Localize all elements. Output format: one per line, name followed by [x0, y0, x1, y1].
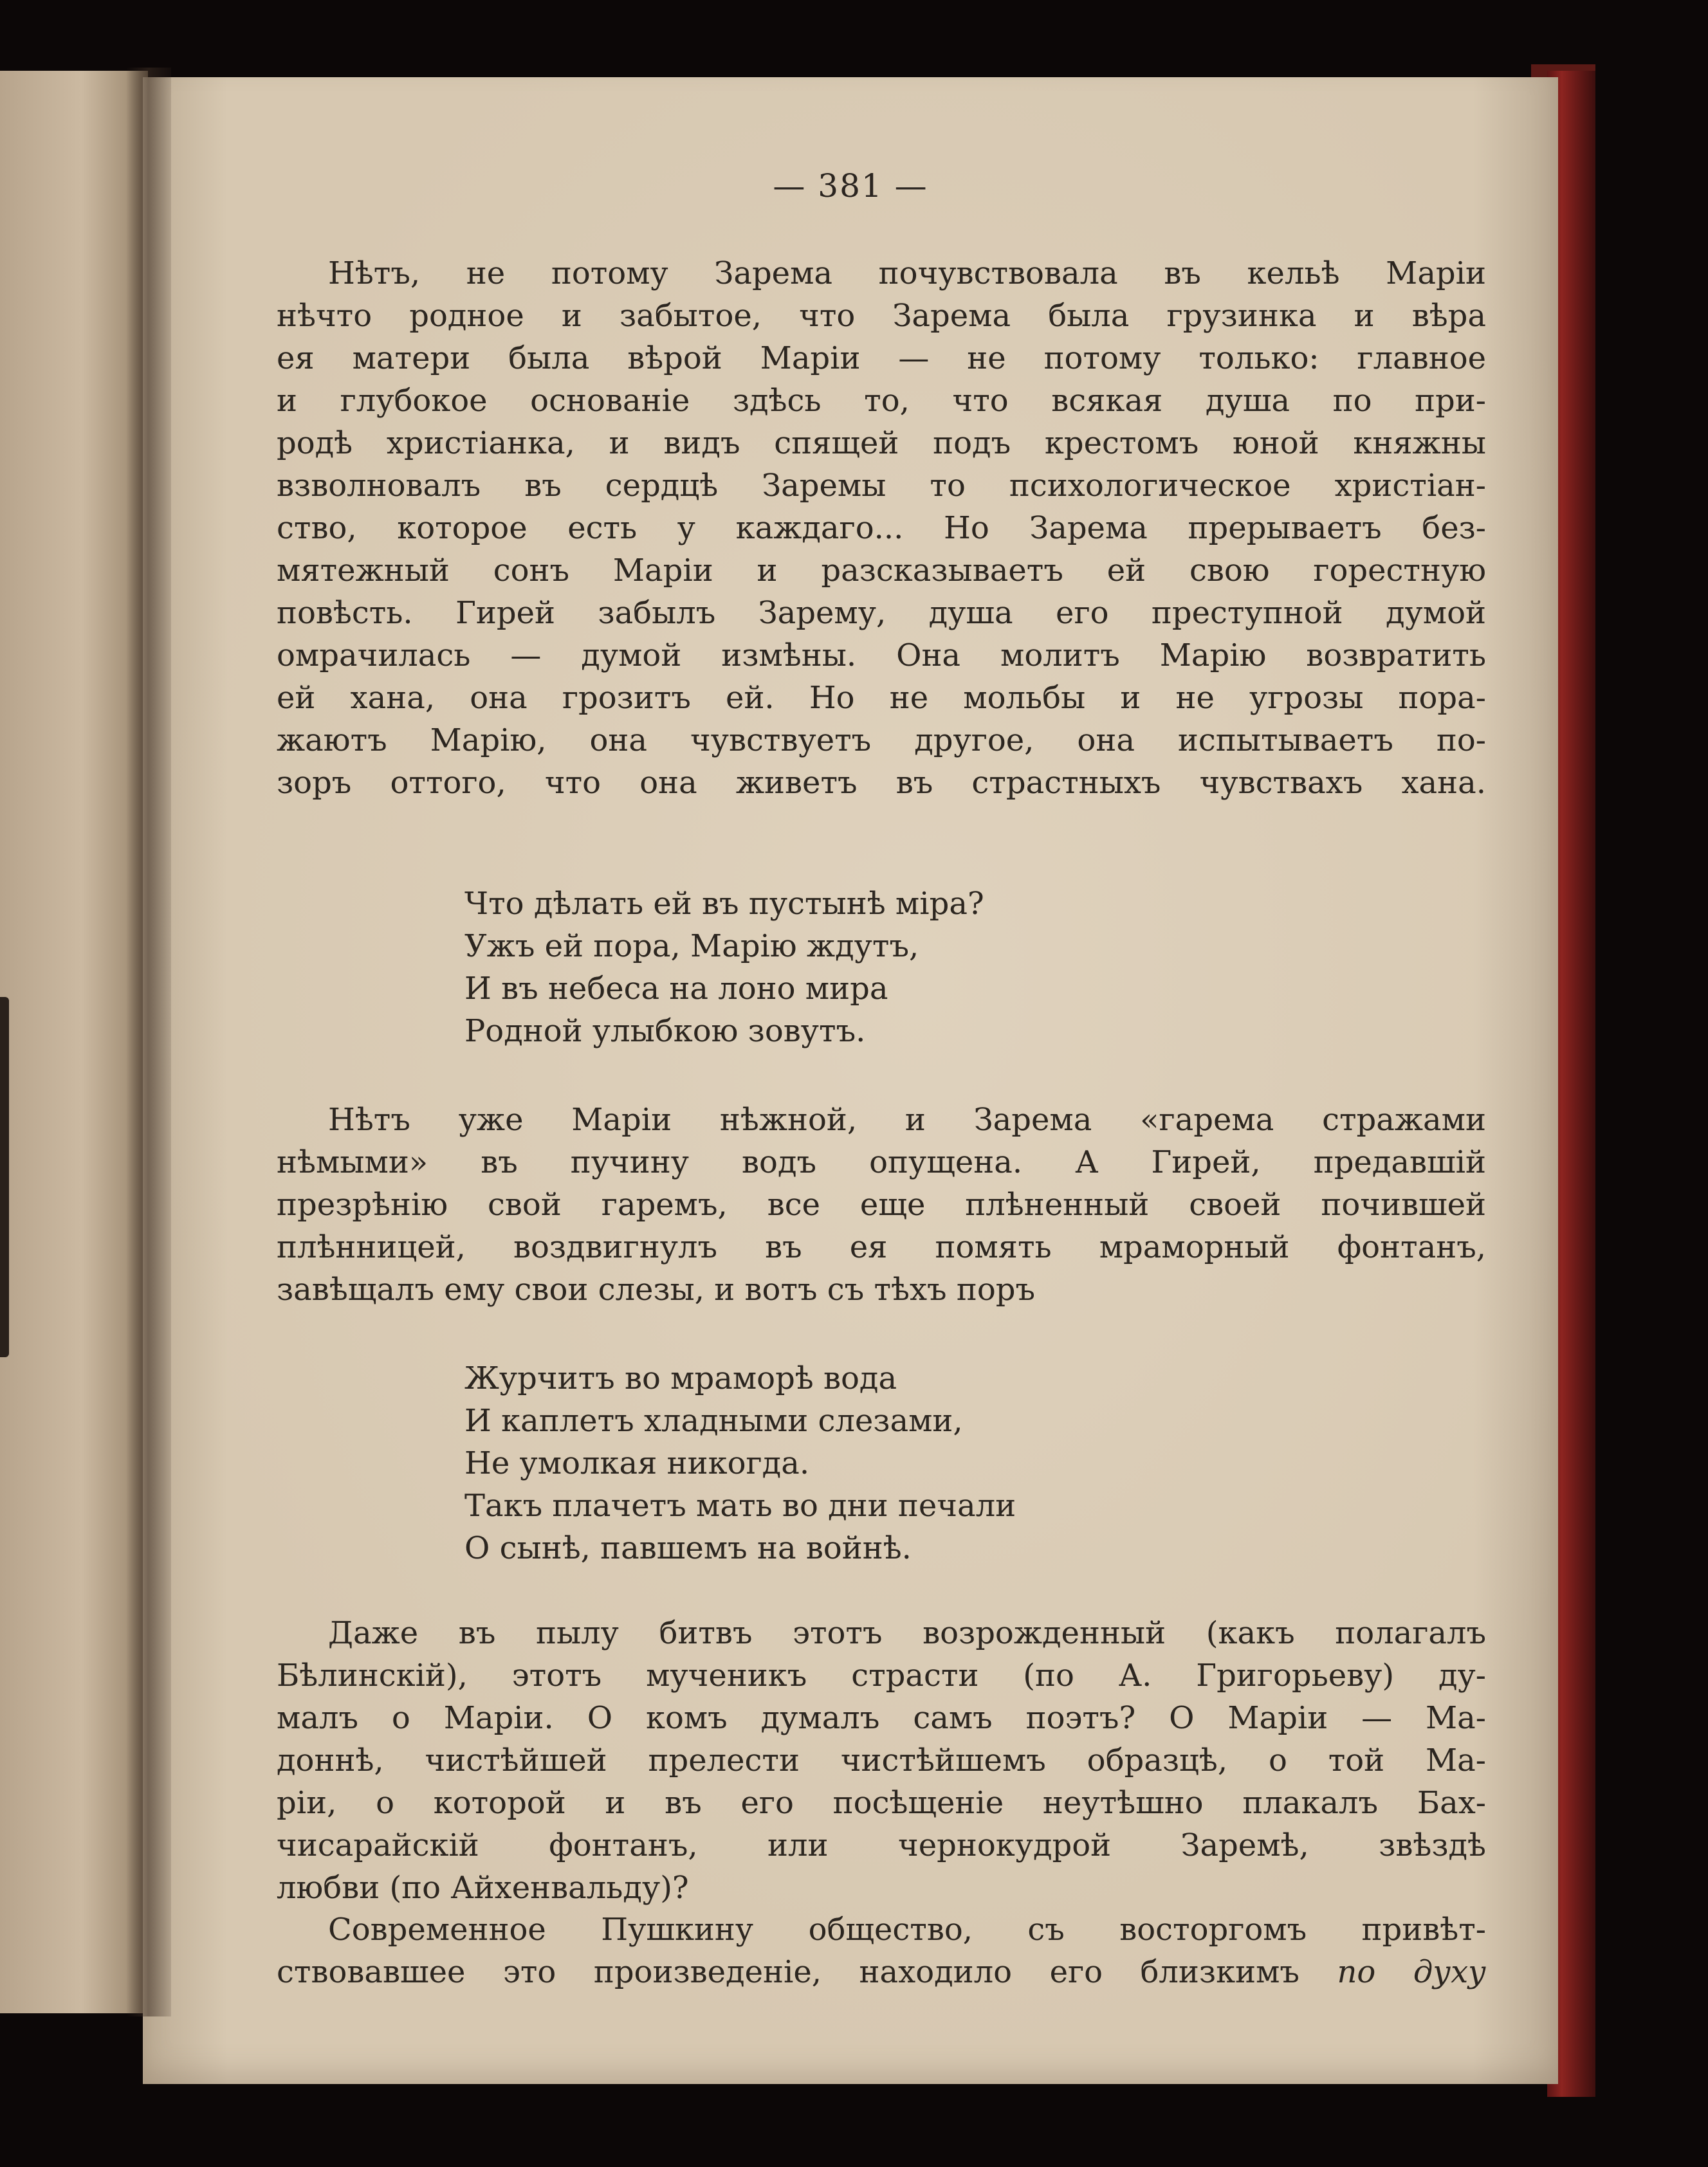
text-line: Современное Пушкину общество, съ восторгомъ привѣт- — [328, 1912, 1486, 1948]
verse-line: Родной улыбкою зовутъ. — [464, 1013, 866, 1049]
verse-line: Ужъ ей пора, Марію ждутъ, — [464, 928, 919, 964]
text-line: ей хана, она грозитъ ей. Но не мольбы и не угрозы пора- — [277, 680, 1486, 716]
paragraph-4 — [277, 1908, 1486, 1993]
text-line: и глубокое основаніе здѣсь то, что всякая душа по при- — [277, 383, 1486, 419]
text-line: ство, которое есть у каждаго... Но Зарема прерываетъ без- — [277, 510, 1486, 546]
verse-line: И въ небеса на лоно мира — [464, 971, 888, 1007]
text-line: завѣщалъ ему свои слезы, и вотъ съ тѣхъ поръ — [277, 1272, 1035, 1308]
text-line: нѣмыми» въ пучину водъ опущена. А Гирей, предавшій — [277, 1144, 1486, 1180]
text-line: чисарайскій фонтанъ, или чернокудрой Заремѣ, звѣздѣ — [277, 1827, 1486, 1863]
text-line: малъ о Маріи. О комъ думалъ самъ поэтъ? О Маріи — Ма- — [277, 1700, 1486, 1736]
text-line: плѣнницей, воздвигнулъ въ ея помять мраморный фонтанъ, — [277, 1229, 1486, 1265]
verse-1 — [464, 882, 1365, 1052]
text-line: доннѣ, чистѣйшей прелести чистѣйшемъ образцѣ, о той Ма- — [277, 1742, 1486, 1778]
verse-line: Не умолкая никогда. — [464, 1445, 810, 1481]
verse-line: И каплетъ хладными слезами, — [464, 1403, 963, 1439]
gutter-shadow — [126, 68, 171, 2016]
text-line: ея матери была вѣрой Маріи — не потому только: главное — [277, 340, 1486, 376]
verse-line: Журчитъ во мраморѣ вода — [464, 1360, 897, 1396]
page-number: — 381 — — [773, 167, 928, 205]
text-line: мятежный сонъ Маріи и разсказываетъ ей свою горестную — [277, 553, 1486, 589]
text-line: нѣчто родное и забытое, что Зарема была грузинка и вѣра — [277, 298, 1486, 334]
text-line: зоръ оттого, что она живетъ въ страстныхъ чувствахъ хана. — [277, 765, 1486, 801]
text-line — [277, 1951, 1486, 1993]
verse-line: Что дѣлать ей въ пустынѣ міра? — [464, 886, 984, 922]
text-line: Нѣтъ уже Маріи нѣжной, и Зарема «гарема стражами — [328, 1102, 1486, 1138]
left-page-dark-mark — [0, 997, 9, 1357]
text-line: Нѣтъ, не потому Зарема почувствовала въ кельѣ Маріи — [328, 255, 1486, 291]
italic-emphasis: по духу — [1337, 1954, 1487, 1990]
paragraph-3 — [277, 1612, 1486, 1909]
paragraph-1 — [277, 252, 1486, 804]
text-line: жаютъ Марію, она чувствуетъ другое, она испытываетъ по- — [277, 722, 1486, 758]
text-line: родѣ христіанка, и видъ спящей подъ крестомъ юной княжны — [277, 425, 1486, 461]
verse-2 — [464, 1357, 1365, 1569]
text-line: Даже въ пылу битвъ этотъ возрожденный (какъ полагалъ — [328, 1615, 1486, 1651]
text-line: повѣсть. Гирей забылъ Зарему, душа его преступной думой — [277, 595, 1486, 631]
book-page — [143, 77, 1558, 2084]
paragraph-2 — [277, 1099, 1486, 1311]
text-line: взволновалъ въ сердцѣ Заремы то психологическое христіан- — [277, 468, 1486, 504]
text-segment: ствовавшее это произведеніе, находило его близкимъ — [277, 1954, 1299, 1990]
text-line: презрѣнію свой гаремъ, все еще плѣненный своей почившей — [277, 1187, 1486, 1223]
text-line: омрачилась — думой измѣны. Она молитъ Марію возвратить — [277, 637, 1486, 673]
text-line: любви (по Айхенвальду)? — [277, 1870, 689, 1906]
text-line: Бѣлинскій), этотъ мученикъ страсти (по А. Григорьеву) ду- — [277, 1658, 1486, 1694]
verse-line: О сынѣ, павшемъ на войнѣ. — [464, 1530, 912, 1566]
verse-line: Такъ плачетъ мать во дни печали — [464, 1488, 1016, 1524]
text-line: ріи, о которой и въ его посѣщеніе неутѣшно плакалъ Бах- — [277, 1785, 1486, 1821]
